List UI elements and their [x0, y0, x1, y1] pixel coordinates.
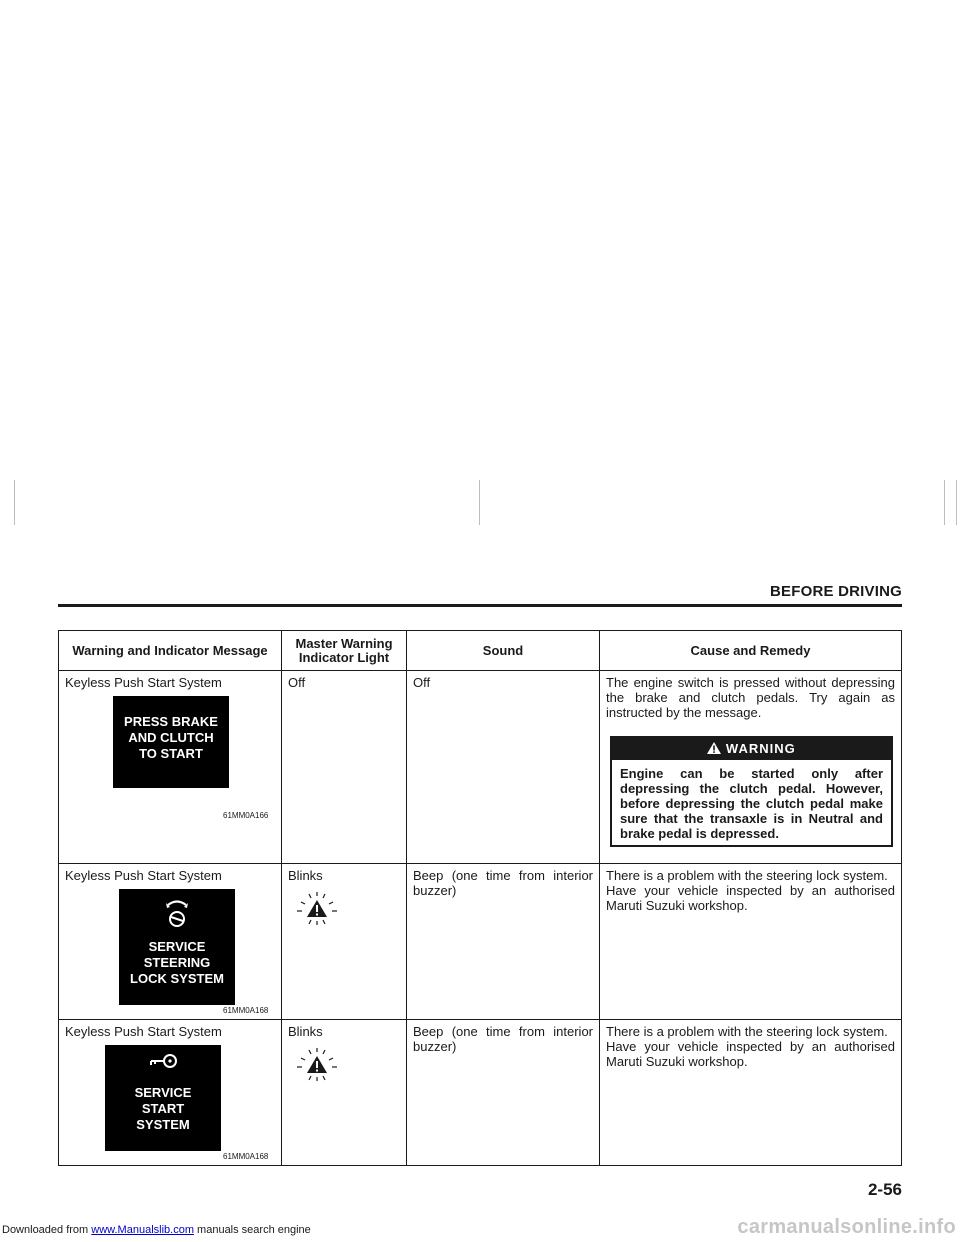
message-label: Keyless Push Start System — [65, 1024, 222, 1039]
master-warning-icon — [296, 891, 400, 928]
image-code: 61MM0A168 — [223, 1006, 269, 1015]
display-image — [65, 889, 275, 1013]
display-text: PRESS BRAKE AND CLUTCH TO START — [124, 714, 218, 761]
message-cell — [59, 864, 282, 1020]
section-title: BEFORE DRIVING — [770, 583, 902, 600]
watermark: carmanualsonline.info — [737, 1216, 956, 1238]
display-screen — [113, 696, 229, 788]
sound-cell: Beep (one time from interior buzzer) — [407, 1020, 600, 1166]
header-rule — [58, 604, 902, 607]
light-label: Blinks — [288, 1024, 323, 1039]
warning-triangle-icon — [707, 741, 726, 756]
display-text: SERVICE STEERING LOCK SYSTEM — [130, 939, 224, 986]
cause-cell — [600, 671, 902, 864]
key-icon — [148, 1057, 178, 1072]
footer-prefix: Downloaded from — [2, 1224, 89, 1236]
warning-header — [612, 738, 891, 760]
column-header-message: Warning and Indicator Message — [59, 631, 282, 671]
crop-mark — [479, 480, 480, 525]
light-cell: Off — [282, 671, 407, 864]
message-label: Keyless Push Start System — [65, 868, 222, 883]
cause-text: The engine switch is pressed without depressing the brake and clutch pedals. Try again as instructed by the message. — [606, 675, 895, 720]
message-cell — [59, 671, 282, 864]
steering-lock-icon — [165, 917, 189, 932]
sound-cell: Beep (one time from interior buzzer) — [407, 864, 600, 1020]
image-code: 61MM0A166 — [223, 811, 269, 820]
table-row — [59, 1020, 902, 1166]
column-header-light: Master Warning Indicator Light — [282, 631, 407, 671]
display-image — [65, 696, 275, 826]
cause-cell — [600, 1020, 902, 1166]
crop-mark — [14, 480, 15, 525]
warning-title: WARNING — [725, 741, 796, 756]
cause-text: There is a problem with the steering lock system. — [606, 868, 888, 883]
warning-text: Engine can be started only after depressing the clutch pedal. However, before depressing the clutch pedal make sure that the transaxle is in Neutral and brake pedal is depressed. — [620, 766, 883, 841]
cause-text: There is a problem with the steering lock system. — [606, 1024, 888, 1039]
manualslib-link[interactable]: www.Manualslib.com — [91, 1224, 194, 1236]
table-row — [59, 671, 902, 864]
message-cell — [59, 1020, 282, 1166]
light-cell — [282, 1020, 407, 1166]
display-text: SERVICE START SYSTEM — [134, 1085, 192, 1132]
crop-mark — [956, 480, 957, 525]
column-header-cause: Cause and Remedy — [600, 631, 902, 671]
download-footer — [2, 1224, 311, 1236]
display-screen — [119, 889, 235, 1005]
sound-cell: Off — [407, 671, 600, 864]
image-code: 61MM0A168 — [223, 1152, 269, 1161]
page-number: 2-56 — [867, 1180, 902, 1199]
warning-message-table — [58, 630, 902, 1166]
footer-suffix: manuals search engine — [197, 1224, 311, 1236]
table-row — [59, 864, 902, 1020]
display-image — [65, 1045, 275, 1159]
light-cell — [282, 864, 407, 1020]
table-header-row — [59, 631, 902, 671]
display-screen — [105, 1045, 221, 1151]
cause-cell — [600, 864, 902, 1020]
warning-box — [610, 736, 893, 847]
master-warning-icon — [296, 1047, 400, 1084]
cause-text-2: Have your vehicle inspected by an authorised Maruti Suzuki workshop. — [606, 883, 895, 913]
light-label: Blinks — [288, 868, 323, 883]
column-header-sound: Sound — [407, 631, 600, 671]
cause-text-2: Have your vehicle inspected by an authorised Maruti Suzuki workshop. — [606, 1039, 895, 1069]
message-label: Keyless Push Start System — [65, 675, 222, 690]
crop-mark — [944, 480, 945, 525]
